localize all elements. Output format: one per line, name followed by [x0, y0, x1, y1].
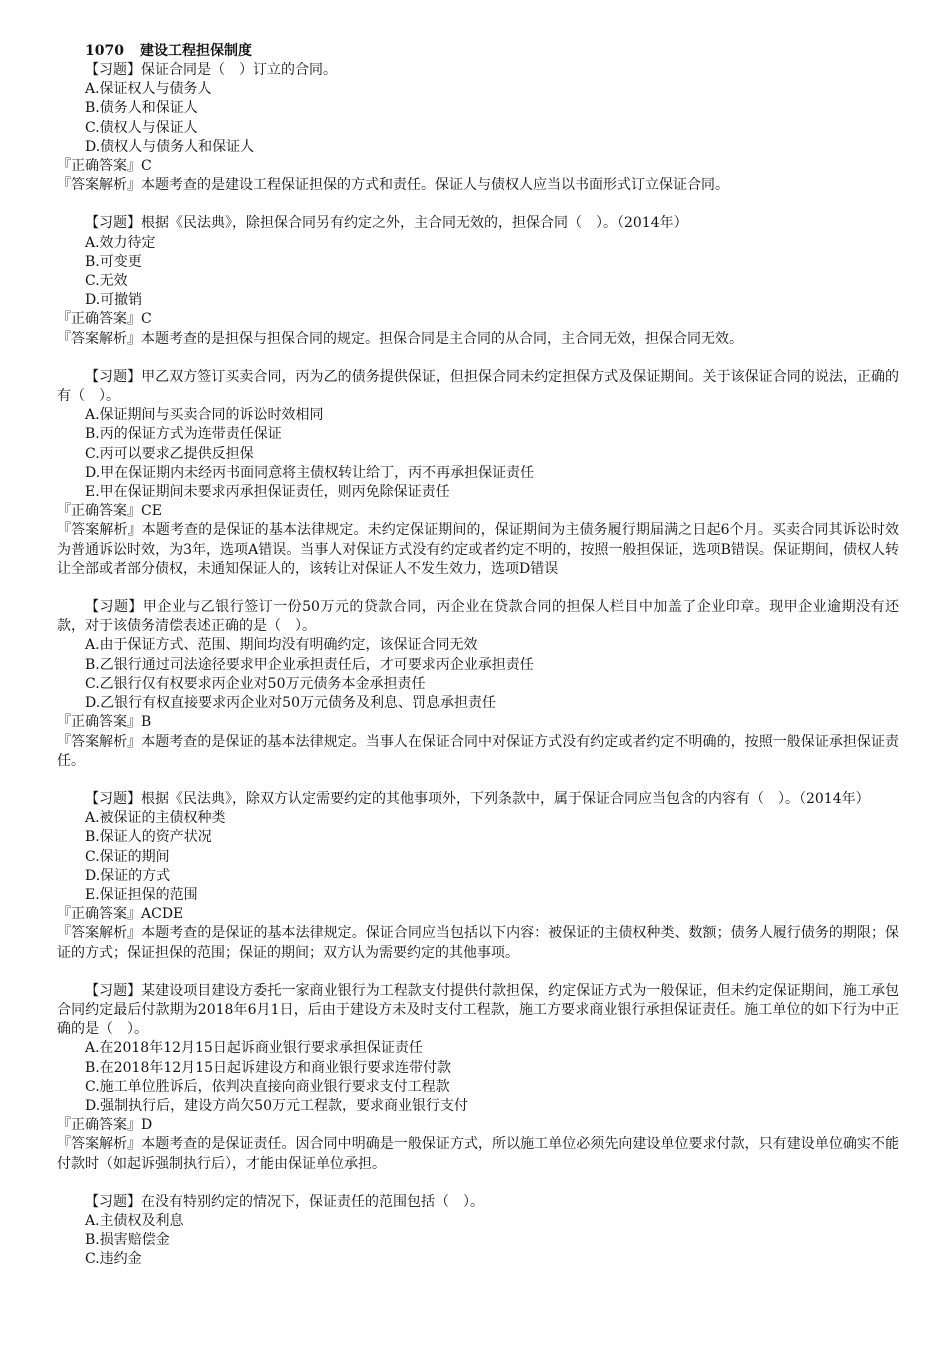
answer-analysis: 『答案解析』本题考查的是保证的基本法律规定。当事人在保证合同中对保证方式没有约定或者约定不明确的，按照一般保证承担保证责任。 [57, 733, 899, 769]
question-block [57, 214, 899, 348]
option-b: B.乙银行通过司法途径要求甲企业承担责任后，才可要求丙企业承担责任 [85, 656, 534, 673]
question-stem: 【习题】保证合同是（ ）订立的合同。 [85, 62, 337, 78]
question-stem: 【习题】甲乙双方签订买卖合同，丙为乙的债务提供保证，但担保合同未约定担保方式及保证期间。关于该保证合同的说法，正确的有（ ）。 [57, 368, 899, 405]
option-a: A.效力待定 [85, 234, 156, 251]
option-a: A.被保证的主债权种类 [85, 810, 226, 827]
question-stem: 【习题】某建设项目建设方委托一家商业银行为工程款支付提供付款担保，约定保证方式为一般保证，但未约定保证期间，施工承包合同约定最后付款期为2018年6月1日，后由于建设方未及时支付工程款，施工方要求商业银行承担保证责任。施工单位的如下行为中正确的是（ ）。 [57, 982, 899, 1038]
question-block [57, 61, 899, 195]
option-a: A.在2018年12月15日起诉商业银行要求承担保证责任 [85, 1040, 423, 1057]
question-block [57, 982, 899, 1174]
option-c: C.债权人与保证人 [85, 119, 198, 136]
option-b: B.损害赔偿金 [85, 1232, 170, 1249]
correct-answer: 『正确答案』D [57, 1117, 153, 1134]
option-a: A.保证期间与买卖合同的诉讼时效相同 [85, 407, 324, 424]
option-d: D.债权人与债务人和保证人 [85, 138, 255, 155]
option-c: C.无效 [85, 273, 128, 290]
option-c: C.丙可以要求乙提供反担保 [85, 445, 254, 462]
correct-answer: 『正确答案』ACDE [57, 906, 184, 923]
section-code: 1070 [85, 43, 124, 59]
document-page [57, 42, 899, 1270]
question-block [57, 1193, 899, 1270]
question-stem: 【习题】甲企业与乙银行签订一份50万元的贷款合同，丙企业在贷款合同的担保人栏目中加盖了企业印章。现甲企业逾期没有还款，对于该债务清偿表述正确的是（ ）。 [57, 599, 899, 635]
answer-analysis: 『答案解析』本题考查的是保证的基本法律规定。保证合同应当包括以下内容：被保证的主债权种类、数额；债务人履行债务的期限；保证的方式；保证担保的范围；保证的期间；双方认为需要约定的其他事项。 [57, 925, 899, 961]
section-title: 建设工程担保制度 [139, 43, 252, 59]
option-b: B.债务人和保证人 [85, 100, 198, 117]
option-a: A.主债权及利息 [85, 1212, 184, 1229]
option-c: C.施工单位胜诉后，依判决直接向商业银行要求支付工程款 [85, 1078, 450, 1095]
option-d: D.强制执行后，建设方尚欠50万元工程款，要求商业银行支付 [85, 1097, 468, 1114]
answer-analysis: 『答案解析』本题考查的是保证的基本法律规定。未约定保证期间的，保证期间为主债务履行期届满之日起6个月。买卖合同其诉讼时效为普通诉讼时效，为3年，选项A错误。当事人对保证方式没有约定或者约定不明的，按照一般担保证，选项B错误。保证期间，债权人转让全部或者部分债权，未通知保证人的，该转让对保证人不发生效力，选项D错误 [57, 522, 899, 577]
option-a: A.由于保证方式、范围、期间均没有明确约定，该保证合同无效 [85, 637, 478, 654]
section-heading [57, 42, 899, 61]
correct-answer: 『正确答案』CE [57, 503, 162, 520]
option-d: D.可撤销 [85, 292, 143, 309]
option-c: C.违约金 [85, 1251, 142, 1268]
correct-answer: 『正确答案』B [57, 714, 152, 731]
option-d: D.甲在保证期内未经丙书面同意将主债权转让给丁，丙不再承担保证责任 [85, 464, 535, 481]
answer-analysis: 『答案解析』本题考查的是建设工程保证担保的方式和责任。保证人与债权人应当以书面形式订立保证合同。 [57, 177, 729, 194]
question-stem: 【习题】在没有特别约定的情况下，保证责任的范围包括（ ）。 [85, 1193, 484, 1210]
option-c: C.乙银行仅有权要求丙企业对50万元债务本金承担责任 [85, 675, 426, 692]
question-block [57, 790, 899, 963]
option-a: A.保证权人与债务人 [85, 81, 212, 98]
answer-analysis: 『答案解析』本题考查的是保证责任。因合同中明确是一般保证方式，所以施工单位必须先向建设单位要求付款，只有建设单位确实不能付款时（如起诉强制执行后），才能由保证单位承担。 [57, 1136, 899, 1172]
option-b: B.可变更 [85, 253, 142, 270]
option-b: B.在2018年12月15日起诉建设方和商业银行要求连带付款 [85, 1059, 451, 1076]
option-c: C.保证的期间 [85, 848, 170, 865]
correct-answer: 『正确答案』C [57, 311, 152, 328]
option-b: B.保证人的资产状况 [85, 829, 212, 846]
option-d: D.保证的方式 [85, 867, 171, 884]
option-d: D.乙银行有权直接要求丙企业对50万元债务及利息、罚息承担责任 [85, 695, 496, 712]
correct-answer: 『正确答案』C [57, 158, 152, 175]
question-stem: 【习题】根据《民法典》，除双方认定需要约定的其他事项外，下列条款中，属于保证合同应当包含的内容有（ ）。（2014年） [85, 790, 870, 807]
answer-analysis: 『答案解析』本题考查的是担保与担保合同的规定。担保合同是主合同的从合同，主合同无效，担保合同无效。 [57, 330, 743, 347]
question-block [57, 368, 899, 579]
question-stem: 【习题】根据《民法典》，除担保合同另有约定之外，主合同无效的，担保合同（ ）。（2014年） [85, 215, 688, 232]
question-block [57, 598, 899, 771]
option-e: E.保证担保的范围 [85, 886, 198, 903]
option-b: B.丙的保证方式为连带责任保证 [85, 426, 282, 443]
option-e: E.甲在保证期间未要求丙承担保证责任，则丙免除保证责任 [85, 484, 450, 501]
